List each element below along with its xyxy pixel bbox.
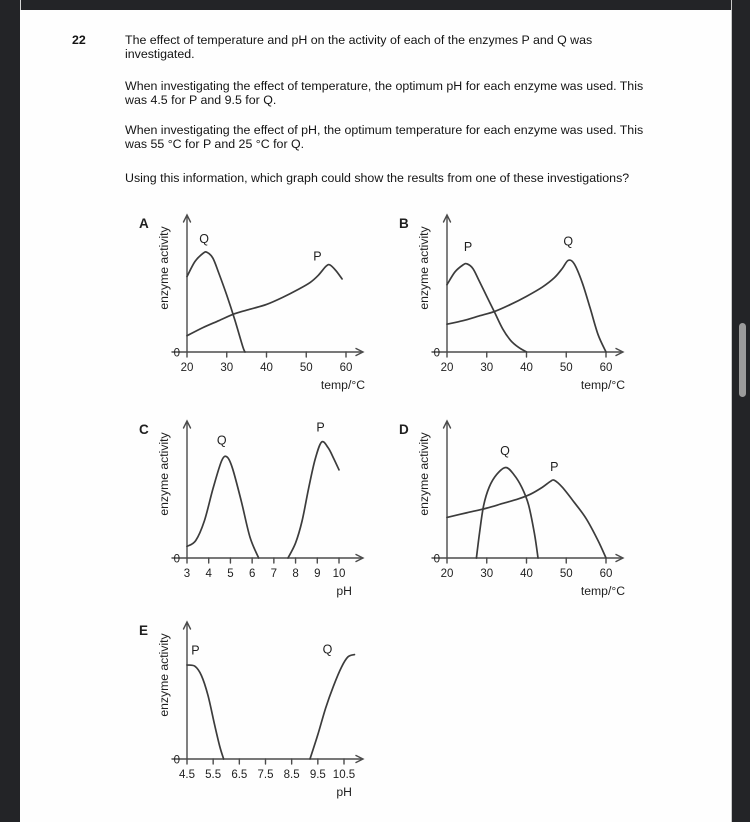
- x-tick-label: 6.5: [231, 769, 248, 781]
- curve-Q: [310, 655, 354, 759]
- x-tick-label: 7: [270, 568, 278, 580]
- curve-Q: [187, 252, 245, 352]
- x-tick-label: 40: [260, 362, 273, 374]
- question-intro-paragraph: [125, 33, 592, 62]
- x-tick-label: 5.5: [205, 769, 222, 781]
- window-frame-top: [0, 0, 750, 10]
- x-tick-label: 60: [599, 362, 613, 374]
- x-axis-title: temp/°C: [320, 378, 365, 392]
- x-tick-label: 9.5: [309, 769, 326, 781]
- curve-P: [187, 665, 224, 759]
- x-tick-label: 50: [559, 568, 573, 580]
- curve-Q: [187, 456, 259, 558]
- scrollbar-thumb[interactable]: [739, 323, 746, 397]
- text-line: The effect of temperature and pH on the activity of each of the enzymes P and Q was: [125, 33, 593, 47]
- text-line: When investigating the effect of pH, the optimum temperature for each enzyme was used. This: [125, 123, 644, 137]
- x-tick-label: 7.5: [257, 769, 274, 781]
- series-label-Q: Q: [322, 642, 333, 657]
- graph-B: [394, 206, 654, 411]
- panel-letter: A: [139, 216, 149, 231]
- x-axis-title: temp/°C: [580, 378, 625, 392]
- temperature-condition-paragraph: [125, 79, 643, 108]
- x-tick-label: 9: [314, 568, 321, 580]
- y-axis-title: enzyme activity: [157, 633, 171, 717]
- graph-E-canvas: [134, 613, 394, 818]
- x-tick-label: 8: [292, 568, 299, 580]
- y-axis-title: enzyme activity: [417, 432, 431, 516]
- graph-A-canvas: [134, 206, 394, 411]
- series-label-P: P: [463, 240, 473, 255]
- x-axis-title: temp/°C: [580, 584, 625, 598]
- series-label-P: P: [550, 460, 559, 474]
- x-tick-label: 10: [332, 568, 346, 580]
- ph-condition-paragraph: [125, 123, 643, 152]
- x-tick-label: 20: [440, 362, 454, 374]
- series-label-P: P: [191, 643, 200, 658]
- series-label-Q: Q: [563, 234, 574, 249]
- graph-C-canvas: [134, 412, 394, 617]
- x-tick-label: 60: [599, 568, 613, 580]
- x-tick-label: 3: [183, 568, 191, 580]
- question-number: 22: [72, 33, 86, 47]
- panel-letter: E: [139, 623, 149, 638]
- x-tick-label: 40: [520, 362, 533, 374]
- x-tick-label: 30: [480, 568, 494, 580]
- x-tick-label: 4: [205, 568, 212, 580]
- panel-letter: C: [139, 422, 149, 437]
- document-page: [20, 10, 731, 822]
- x-tick-label: 50: [299, 362, 313, 374]
- y-axis-title: enzyme activity: [157, 432, 171, 516]
- window-frame-left: [0, 0, 21, 822]
- x-tick-label: 6: [248, 568, 256, 580]
- scrollbar-track[interactable]: [731, 0, 750, 822]
- text-line: investigated.: [125, 47, 195, 62]
- curve-P: [447, 264, 527, 352]
- origin-zero-label: 0: [433, 347, 440, 360]
- series-label-Q: Q: [500, 443, 510, 458]
- x-tick-label: 5: [227, 568, 234, 580]
- y-axis-title: enzyme activity: [157, 226, 171, 310]
- graph-B-canvas: [394, 206, 654, 411]
- curve-P: [447, 480, 606, 558]
- x-tick-label: 50: [559, 362, 573, 374]
- panel-letter: B: [399, 216, 409, 231]
- question-prompt-paragraph: [125, 171, 629, 185]
- text-line: Using this information, which graph could show the results from one of these investigations?: [125, 171, 630, 185]
- curve-Q: [476, 468, 538, 558]
- origin-zero-label: 0: [173, 754, 180, 767]
- text-line: was 55 °C for P and 25 °C for Q.: [125, 137, 305, 152]
- text-line: was 4.5 for P and 9.5 for Q.: [125, 93, 277, 108]
- x-axis-title: pH: [336, 785, 352, 799]
- curve-Q: [447, 260, 606, 352]
- x-tick-label: 8.5: [283, 769, 300, 781]
- x-axis-title: pH: [336, 584, 352, 598]
- graph-D-canvas: [394, 412, 654, 617]
- x-tick-label: 4.5: [179, 769, 195, 781]
- y-axis-title: enzyme activity: [417, 226, 431, 310]
- origin-zero-label: 0: [173, 553, 180, 566]
- x-tick-label: 30: [220, 362, 234, 374]
- x-tick-label: 40: [520, 568, 533, 580]
- x-tick-label: 20: [440, 568, 454, 580]
- x-tick-label: 10.5: [332, 769, 356, 781]
- graph-A: [134, 206, 394, 411]
- curve-P: [187, 265, 342, 336]
- series-label-P: P: [316, 420, 325, 435]
- x-tick-label: 30: [480, 362, 494, 374]
- series-label-Q: Q: [216, 433, 227, 448]
- x-tick-label: 60: [339, 362, 353, 374]
- origin-zero-label: 0: [433, 553, 440, 566]
- x-tick-label: 20: [180, 362, 194, 374]
- origin-zero-label: 0: [173, 347, 180, 360]
- graph-D: [394, 412, 654, 617]
- graph-C: [134, 412, 394, 617]
- panel-letter: D: [399, 422, 409, 437]
- graph-E: [134, 613, 394, 818]
- curve-P: [288, 442, 339, 558]
- series-label-Q: Q: [199, 231, 209, 246]
- series-label-P: P: [313, 249, 322, 264]
- text-line: When investigating the effect of temperature, the optimum pH for each enzyme was used. This: [125, 79, 644, 93]
